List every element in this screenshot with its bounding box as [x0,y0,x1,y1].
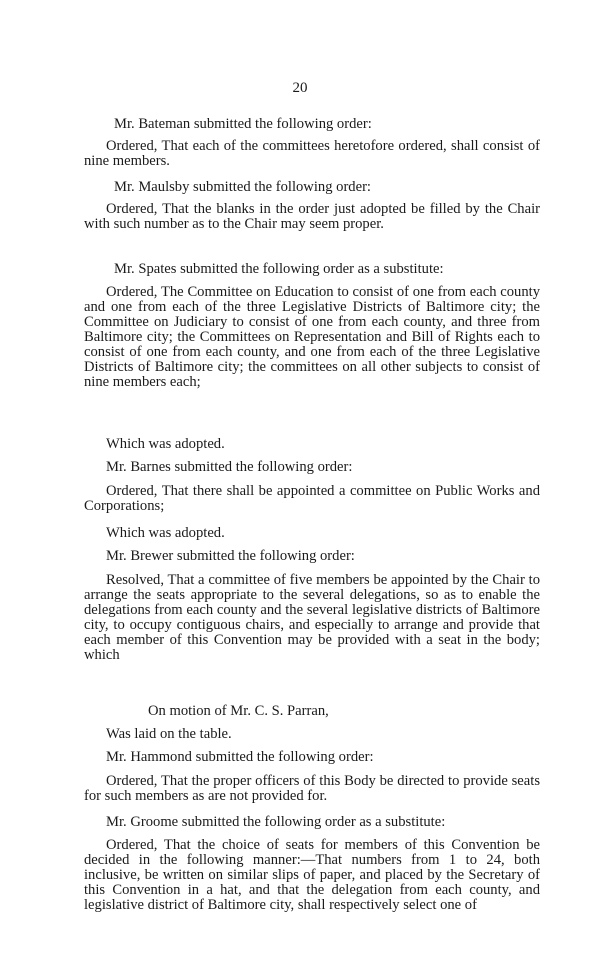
paragraph-spates: Mr. Spates submitted the following order as a substitute: [114,261,444,277]
paragraph-laid-on-table: Was laid on the table. [106,726,232,742]
paragraph-order-seats: Ordered, That the proper officers of this Body be directed to provide seats for such members as are not provided for. [84,773,540,804]
paragraph-brewer: Mr. Brewer submitted the following order: [106,548,355,564]
paragraph-resolved-seats: Resolved, That a committee of five members be appointed by the Chair to arrange the seats appropriate to the several delegations, so as to enable the delegations from each county and the several legislative districts of Baltimore city, to occupy contiguous chairs, and especially to arrange and provide that each member of this Convention may be provided with a seat in the body; which [84,572,540,663]
paragraph-order-public-works: Ordered, That there shall be appointed a committee on Public Works and Corporations; [84,483,540,514]
paragraph-order-nine-members: Ordered, That each of the committees heretofore ordered, shall consist of nine members. [84,138,540,169]
paragraph-maulsby: Mr. Maulsby submitted the following order: [114,179,371,195]
paragraph-order-choice-of-seats: Ordered, That the choice of seats for members of this Convention be decided in the following manner:—That numbers from 1 to 24, both inclusive, be written on similar slips of paper, and placed by the Secretary of this Convention in a hat, and that the delegation from each county, and legislative district of Baltimore city, shall respectively select one of [84,837,540,913]
page-number: 20 [292,80,308,96]
paragraph-motion-parran: On motion of Mr. C. S. Parran, [148,703,329,719]
paragraph-adopted-2: Which was adopted. [106,525,225,541]
paragraph-groome: Mr. Groome submitted the following order as a substitute: [106,814,446,830]
paragraph-bateman: Mr. Bateman submitted the following order: [114,116,372,132]
paragraph-barnes: Mr. Barnes submitted the following order: [106,459,353,475]
paragraph-adopted-1: Which was adopted. [106,436,225,452]
paragraph-order-blanks: Ordered, That the blanks in the order just adopted be filled by the Chair with such number as to the Chair may seem proper. [84,201,540,232]
paragraph-order-committees: Ordered, The Committee on Education to consist of one from each county and one from each of the three Legislative Districts of Baltimore city; the Committee on Judiciary to consist of one from each county, and three from Baltimore city; the Committees on Representation and Bill of Rights each to consist of one from each county, and one from each of the three Legislative Districts of Baltimore city; the committees on all other subjects to consist of nine members each; [84,284,540,390]
paragraph-hammond: Mr. Hammond submitted the following order: [106,749,374,765]
